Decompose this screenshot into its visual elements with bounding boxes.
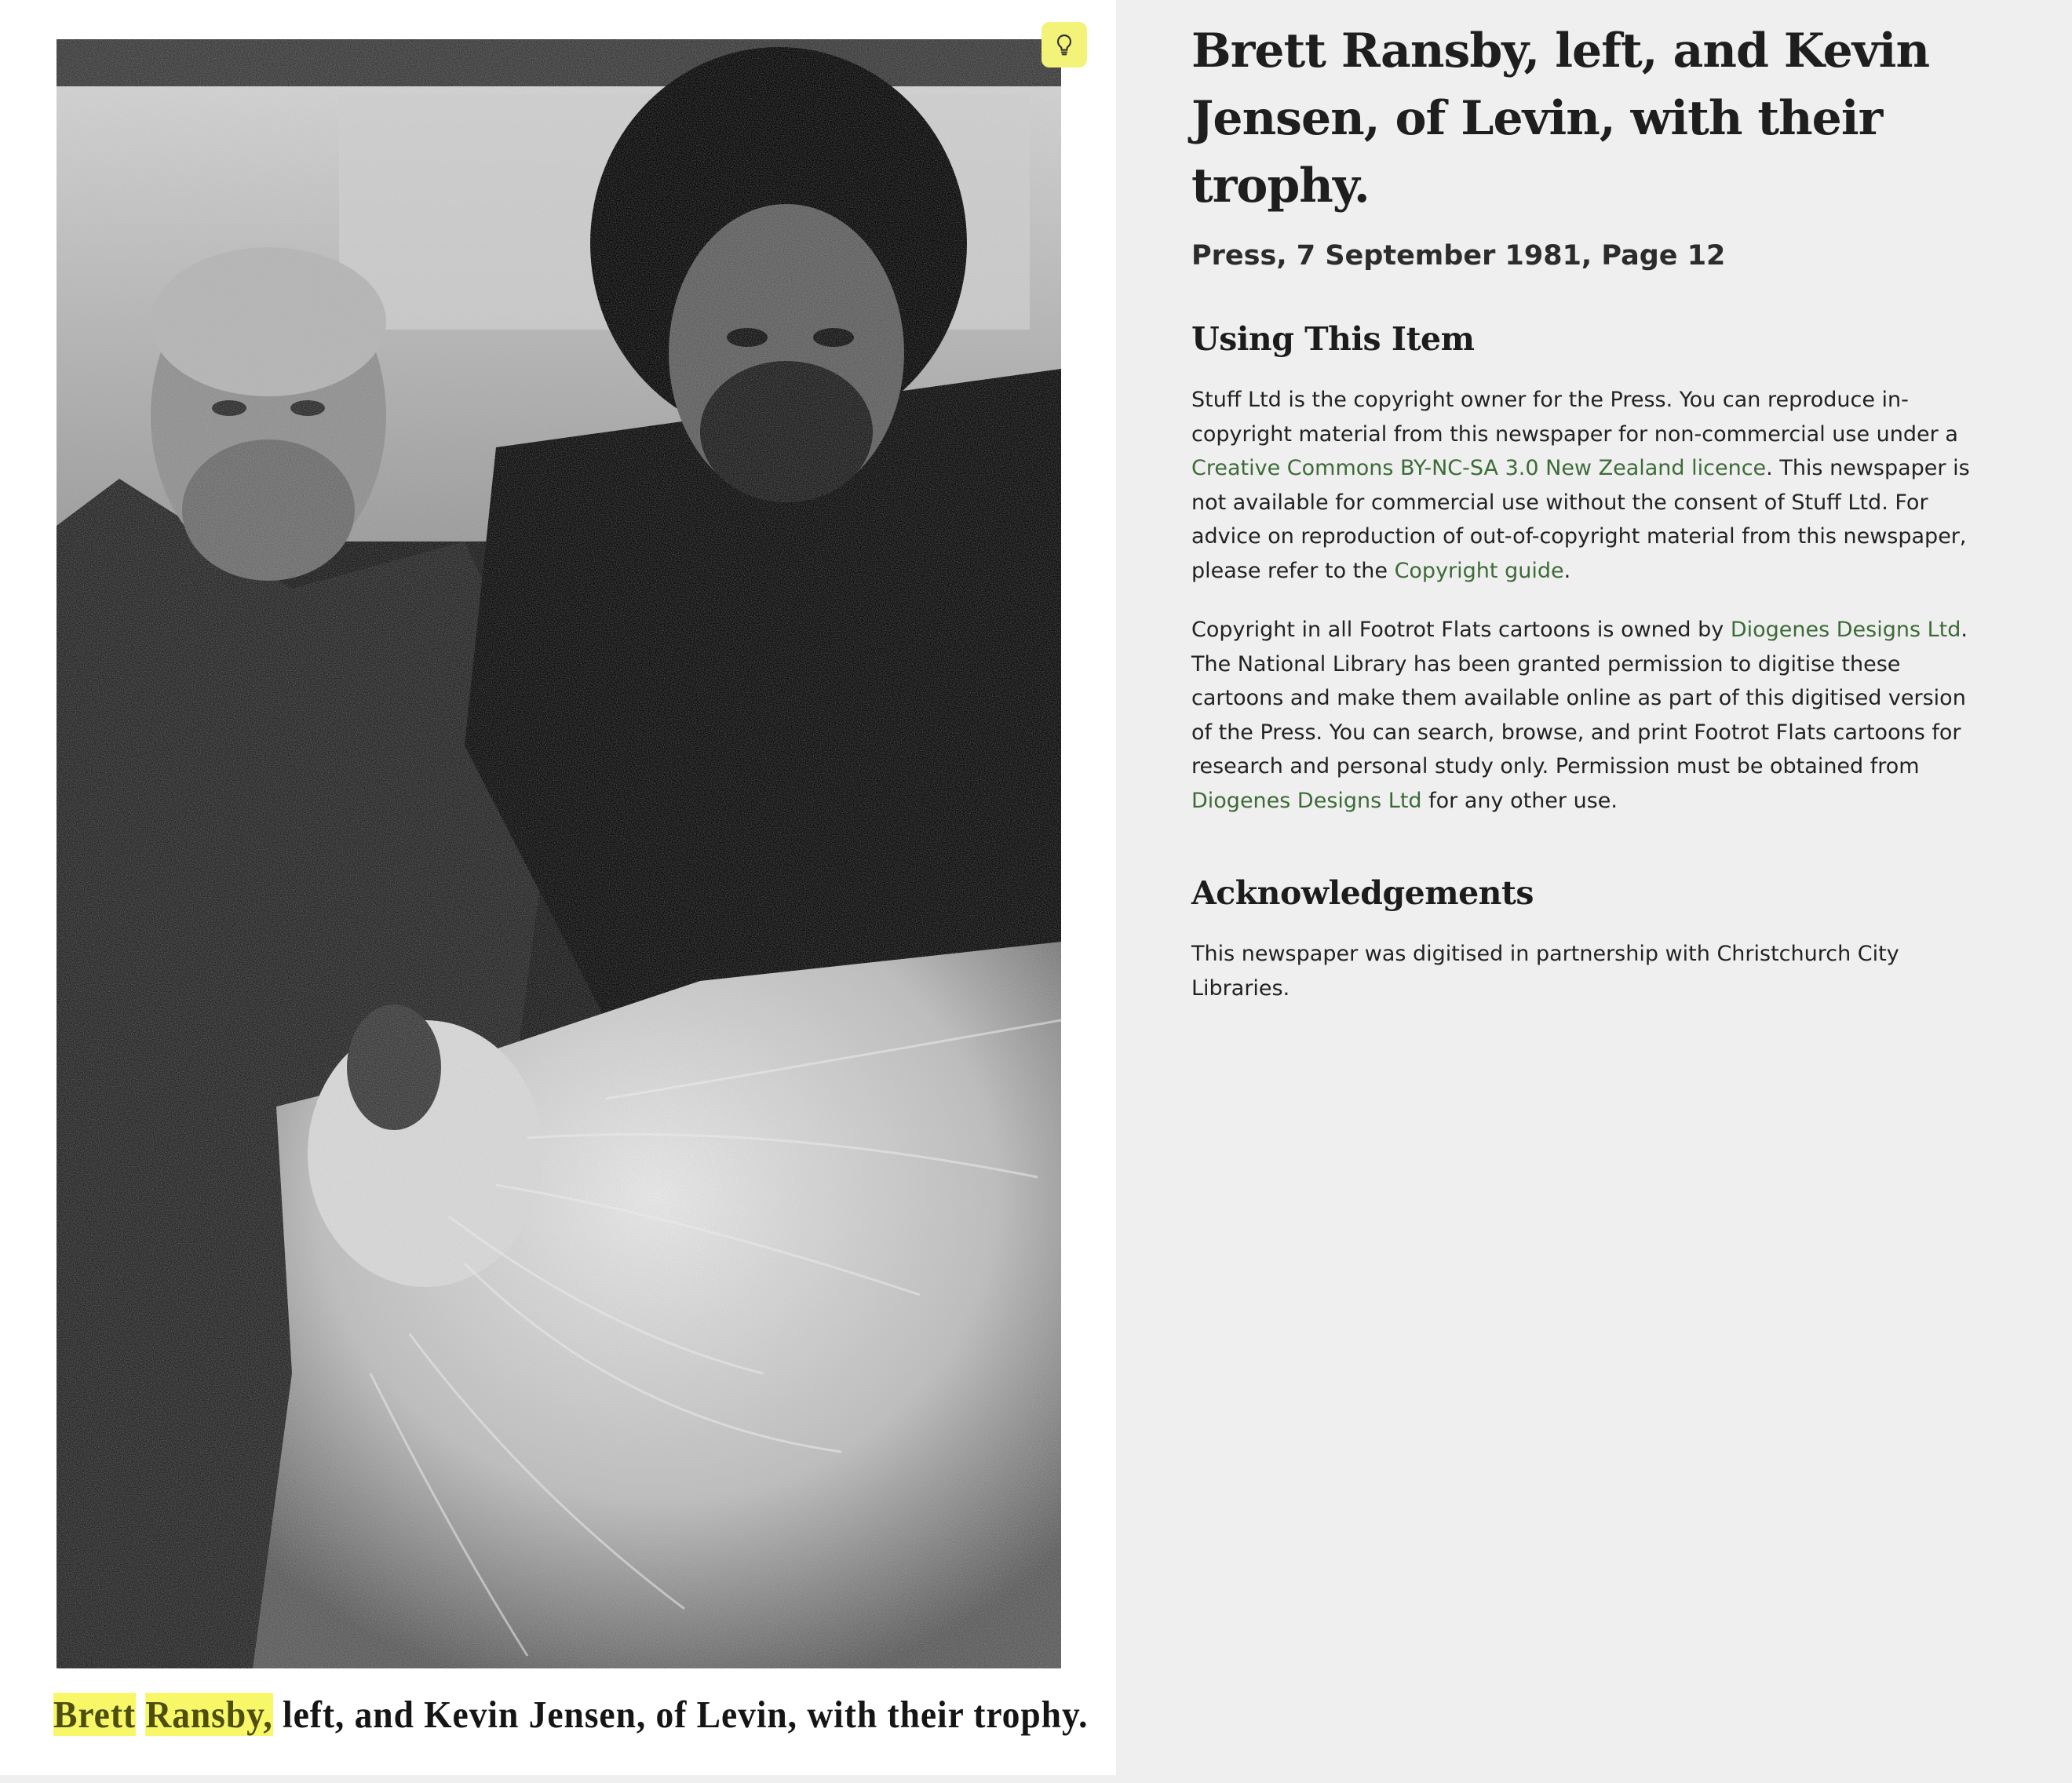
copyright-guide-link[interactable]: Copyright guide [1394,558,1564,583]
newspaper-photo [57,39,1061,1668]
lightbulb-icon [1052,32,1077,57]
footrot-text-3: for any other use. [1421,788,1618,813]
footrot-text-1: Copyright in all Footrot Flats cartoons is owned by [1191,618,1731,642]
acknowledgements-text: This newspaper was digitised in partnership with Christchurch City Libraries. [1191,942,1899,1001]
caption-highlight-second: Ransby, [145,1693,273,1736]
acknowledgements-heading: Acknowledgements [1191,874,1534,912]
using-this-item-heading: Using This Item [1191,320,1475,358]
photo-caption [53,1687,1089,1742]
caption-highlight-first: Brett [53,1693,137,1736]
highlight-toggle-button[interactable] [1041,22,1087,67]
diogenes-designs-link-2[interactable]: Diogenes Designs Ltd [1191,788,1422,813]
footrot-text-2: . The National Library has been granted permission to digitise these cartoons and make them available online as part of this digitised version of the Press. You can search, browse, and print Footrot Flats cartoons for research and personal study only. Permission must be obtained from [1191,618,1968,778]
copyright-text-1: Stuff Ltd is the copyright owner for the Press. You can reproduce in-copyright material from this newspaper for non-commercial use under a [1191,388,1958,447]
copyright-text-3: . [1563,558,1571,583]
copyright-paragraph [1191,383,1976,588]
caption-text: left, and Kevin Jensen, of Levin, with their trophy. [282,1693,1089,1736]
item-info-panel [1191,17,1976,1005]
item-title: Brett Ransby, left, and Kevin Jensen, of Levin, with their trophy. [1191,24,1930,213]
item-source: Press, 7 September 1981, Page 12 [1191,240,1726,272]
photo-illustration [57,39,1061,1668]
creative-commons-link[interactable]: Creative Commons BY-NC-SA 3.0 New Zealand licence [1191,456,1767,480]
copyright-text-2: . This newspaper is not available for commercial use without the consent of Stuff Ltd. For advice on reproduction of out-of-copyright material from this newspaper, please refer to the [1191,456,1970,583]
footrot-flats-paragraph [1191,613,1976,818]
diogenes-designs-link[interactable]: Diogenes Designs Ltd [1730,618,1961,642]
